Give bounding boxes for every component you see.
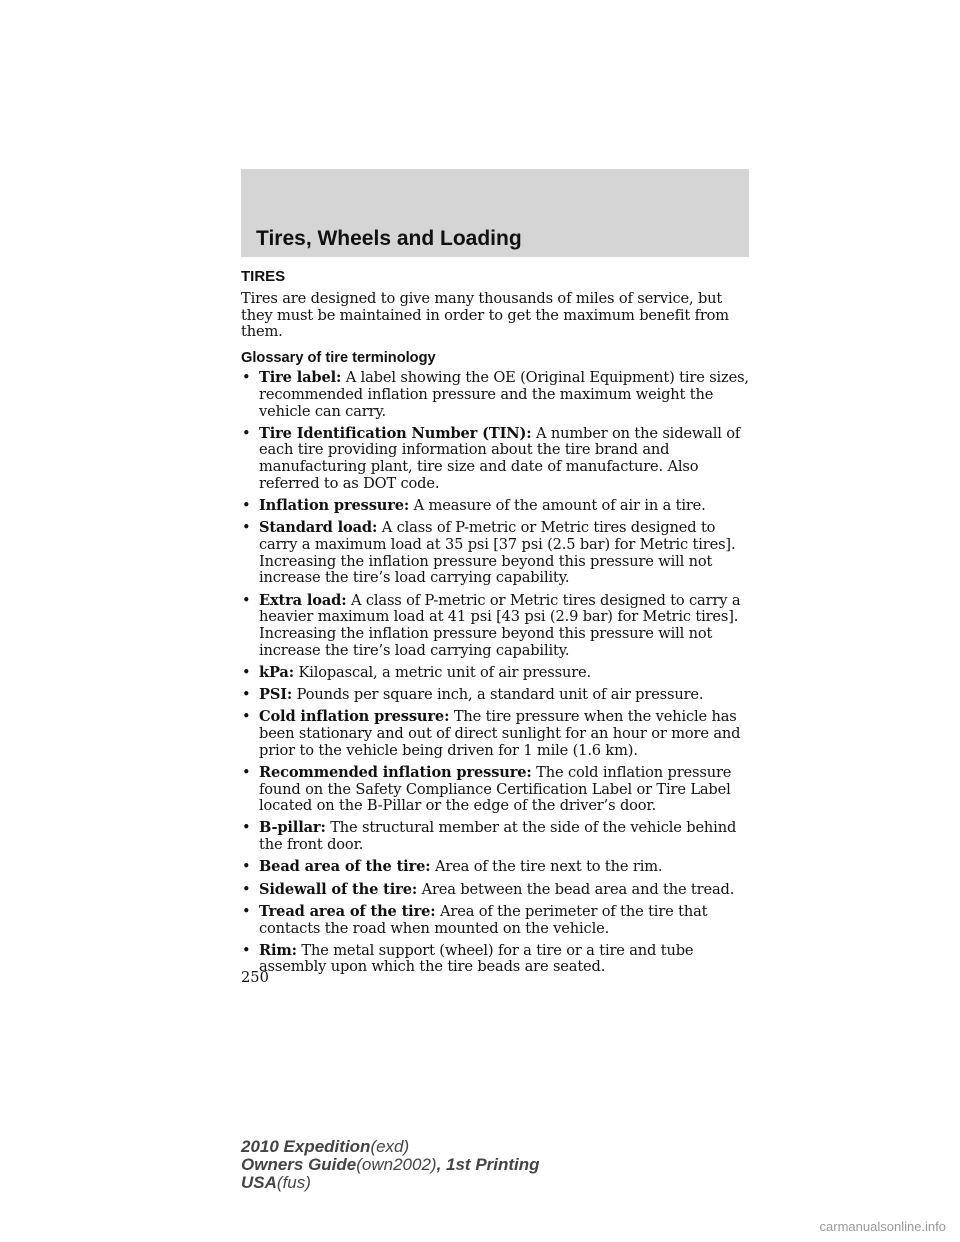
bullet-glyph: • bbox=[242, 424, 251, 442]
glossary-item bbox=[241, 904, 753, 937]
glossary-item bbox=[241, 882, 753, 899]
glossary-term: Rim: bbox=[259, 941, 297, 959]
site-watermark: carmanualsonline.info bbox=[819, 1219, 946, 1234]
glossary-term: kPa: bbox=[259, 663, 294, 681]
footer-line-market bbox=[241, 1174, 540, 1192]
glossary-definition: A label showing the OE (Original Equipment) tire sizes, recommended inflation pressure and the maximum weight the vehicle can carry. bbox=[259, 369, 749, 420]
glossary-definition: The metal support (wheel) for a tire or a tire and tube assembly upon which the tire beads are seated. bbox=[259, 941, 694, 976]
glossary-item bbox=[241, 820, 753, 853]
glossary-definition: A measure of the amount of air in a tire. bbox=[413, 497, 706, 515]
glossary-item bbox=[241, 520, 753, 587]
footer-line-guide bbox=[241, 1156, 540, 1174]
glossary-list bbox=[241, 370, 753, 976]
glossary-term: Tire Identification Number (TIN): bbox=[259, 424, 532, 442]
section-intro: Tires are designed to give many thousands of miles of service, but they must be maintained in order to get the maximum benefit from them. bbox=[241, 290, 729, 341]
glossary-item bbox=[241, 765, 753, 815]
bullet-glyph: • bbox=[242, 497, 251, 515]
glossary-term: Tread area of the tire: bbox=[259, 902, 436, 920]
bullet-glyph: • bbox=[242, 663, 251, 681]
glossary-definition: Area of the perimeter of the tire that contacts the road when mounted on the vehicle. bbox=[259, 902, 708, 937]
glossary-term: Recommended inflation pressure: bbox=[259, 763, 532, 781]
glossary-item bbox=[241, 943, 753, 976]
glossary-definition: Area between the bead area and the tread. bbox=[421, 880, 735, 898]
bullet-glyph: • bbox=[242, 708, 251, 726]
glossary-item bbox=[241, 859, 753, 876]
glossary-definition: Pounds per square inch, a standard unit of air pressure. bbox=[296, 686, 704, 704]
footer-model-code: (exd) bbox=[370, 1137, 410, 1156]
glossary-term: Tire label: bbox=[259, 369, 342, 387]
footer-market: USA bbox=[241, 1173, 277, 1192]
glossary-term: Standard load: bbox=[259, 519, 378, 537]
page-number: 250 bbox=[241, 969, 269, 986]
chapter-header-band bbox=[241, 169, 749, 257]
footer-market-code: (fus) bbox=[276, 1173, 311, 1192]
glossary-heading: Glossary of tire terminology bbox=[241, 350, 436, 367]
footer-model: 2010 Expedition bbox=[241, 1137, 371, 1156]
footer-printing: , 1st Printing bbox=[436, 1155, 540, 1174]
glossary-definition: The structural member at the side of the vehicle behind the front door. bbox=[259, 819, 737, 854]
bullet-glyph: • bbox=[242, 880, 251, 898]
footer-line-model bbox=[241, 1138, 540, 1156]
chapter-title: Tires, Wheels and Loading bbox=[256, 227, 522, 250]
glossary-item bbox=[241, 709, 753, 759]
glossary-definition: A class of P-metric or Metric tires designed to carry a maximum load at 35 psi [37 psi (2.5 bar) for Metric tires]. Increasing the inflation pressure beyond this pressure will not increase the tire’s load carrying capability. bbox=[259, 519, 736, 587]
glossary-term: Bead area of the tire: bbox=[259, 858, 431, 876]
section-heading: TIRES bbox=[241, 268, 286, 285]
print-footer bbox=[241, 1138, 540, 1192]
bullet-glyph: • bbox=[242, 763, 251, 781]
glossary-term: Sidewall of the tire: bbox=[259, 880, 418, 898]
footer-guide: Owners Guide bbox=[241, 1155, 357, 1174]
bullet-glyph: • bbox=[242, 686, 251, 704]
glossary-definition: The cold inflation pressure found on the Safety Compliance Certification Label or Tire Label located on the B-Pillar or the edge of the driver’s door. bbox=[259, 763, 732, 815]
glossary-item bbox=[241, 426, 753, 493]
glossary-item bbox=[241, 593, 753, 660]
bullet-glyph: • bbox=[242, 519, 251, 537]
bullet-glyph: • bbox=[242, 819, 251, 837]
glossary-item bbox=[241, 665, 753, 682]
bullet-glyph: • bbox=[242, 858, 251, 876]
bullet-glyph: • bbox=[242, 902, 251, 920]
glossary-definition: Area of the tire next to the rim. bbox=[434, 858, 663, 876]
glossary-item bbox=[241, 687, 753, 704]
glossary-definition: A number on the sidewall of each tire providing information about the tire brand and manufacturing plant, tire size and date of manufacture. Also referred to as DOT code. bbox=[259, 424, 741, 492]
glossary-definition: The tire pressure when the vehicle has been stationary and out of direct sunlight for an hour or more and prior to the vehicle being driven for 1 mile (1.6 km). bbox=[259, 708, 741, 759]
bullet-glyph: • bbox=[242, 591, 251, 609]
glossary-term: Extra load: bbox=[259, 591, 347, 609]
glossary-term: Inflation pressure: bbox=[259, 497, 410, 515]
glossary-item bbox=[241, 498, 753, 515]
footer-guide-code: (own2002) bbox=[356, 1155, 437, 1174]
glossary-term: Cold inflation pressure: bbox=[259, 708, 450, 726]
page-content bbox=[241, 268, 753, 982]
glossary-term: B-pillar: bbox=[259, 819, 326, 837]
bullet-glyph: • bbox=[242, 369, 251, 387]
bullet-glyph: • bbox=[242, 941, 251, 959]
glossary-term: PSI: bbox=[259, 686, 293, 704]
glossary-definition: Kilopascal, a metric unit of air pressure. bbox=[298, 663, 592, 681]
glossary-definition: A class of P-metric or Metric tires designed to carry a heavier maximum load at 41 psi [43 psi (2.9 bar) for Metric tires]. Increasing the inflation pressure beyond this pressure will not increase the tire’s load carrying capability. bbox=[259, 591, 741, 659]
glossary-item bbox=[241, 370, 753, 420]
